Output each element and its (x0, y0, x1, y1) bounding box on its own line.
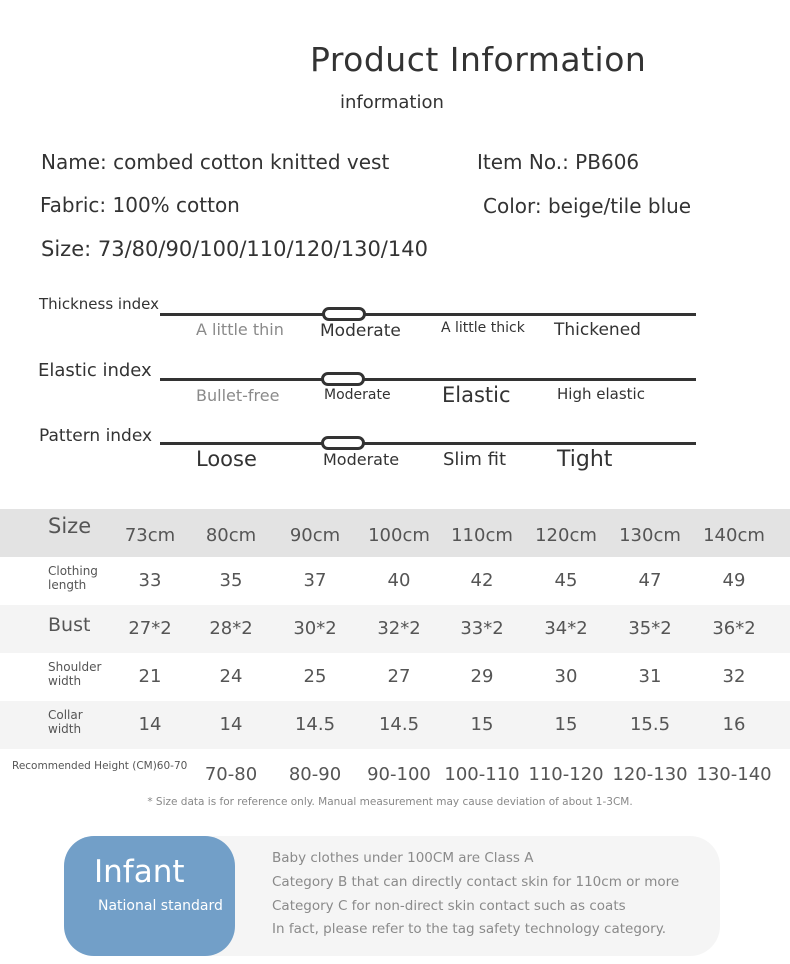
table-cell: 36*2 (712, 618, 756, 639)
size-header-cell: 90cm (289, 525, 341, 546)
elastic-option: High elastic (557, 385, 645, 403)
table-cell: 120-130 (612, 764, 688, 785)
size-header-cell: 73cm (124, 525, 176, 546)
table-cell: 37 (303, 570, 327, 591)
table-cell: 15.5 (629, 714, 671, 735)
elastic-option-selected: Moderate (324, 387, 391, 403)
table-cell: 21 (138, 666, 162, 687)
item-number: Item No.: PB606 (477, 150, 640, 174)
table-cell: 14.5 (294, 714, 336, 735)
thickness-index-label: Thickness index (39, 295, 159, 313)
size-table (0, 509, 790, 797)
table-header-label: Size (48, 514, 92, 538)
product-name: Name: combed cotton knitted vest (41, 150, 390, 174)
standard-line: Baby clothes under 100CM are Class A (272, 850, 534, 866)
pattern-option: Loose (196, 447, 257, 471)
table-cell: 34*2 (544, 618, 588, 639)
page-title: Product Information (310, 40, 647, 79)
table-row (0, 749, 790, 797)
table-cell: 33 (138, 570, 162, 591)
page-subtitle: information (340, 92, 444, 113)
table-cell: 16 (722, 714, 746, 735)
table-cell: 14 (219, 714, 243, 735)
thickness-selected-marker (322, 307, 366, 321)
table-cell: 100-110 (444, 764, 520, 785)
table-cell: 31 (638, 666, 662, 687)
table-cell: 47 (638, 570, 662, 591)
row-label: Shoulder width (48, 660, 102, 688)
table-cell: 42 (470, 570, 494, 591)
table-cell: 35 (219, 570, 243, 591)
elastic-option: Elastic (442, 383, 511, 407)
standard-badge-subtitle: National standard (98, 898, 223, 914)
table-cell: 32*2 (377, 618, 421, 639)
table-cell: 28*2 (209, 618, 253, 639)
table-cell: 80-90 (288, 764, 342, 785)
thickness-option: A little thick (441, 320, 525, 336)
table-cell: 70-80 (204, 764, 258, 785)
table-cell: 14.5 (378, 714, 420, 735)
size-header-cell: 140cm (703, 525, 765, 546)
standard-line: Category B that can directly contact skin for 110cm or more (272, 874, 680, 890)
table-row (0, 653, 790, 701)
row-label: Bust (48, 614, 91, 636)
size-header-cell: 80cm (205, 525, 257, 546)
color: Color: beige/tile blue (483, 194, 692, 218)
table-cell: 29 (470, 666, 494, 687)
size-header-cell: 120cm (535, 525, 597, 546)
thickness-scale-line (160, 313, 696, 316)
row-label: Clothing length (48, 564, 98, 592)
size-list: Size: 73/80/90/100/110/120/130/140 (41, 237, 428, 261)
row-label: Collar width (48, 708, 83, 736)
table-row (0, 701, 790, 749)
table-cell: 33*2 (460, 618, 504, 639)
table-cell: 110-120 (528, 764, 604, 785)
table-cell: 15 (470, 714, 494, 735)
size-header-cell: 110cm (451, 525, 513, 546)
fabric: Fabric: 100% cotton (40, 193, 240, 217)
table-cell: 45 (554, 570, 578, 591)
elastic-scale-line (160, 378, 696, 381)
size-header-cell: 130cm (619, 525, 681, 546)
table-cell: 24 (219, 666, 243, 687)
table-row (0, 557, 790, 605)
standard-badge-title: Infant (94, 854, 185, 890)
table-cell: 32 (722, 666, 746, 687)
table-cell: 30 (554, 666, 578, 687)
table-cell: 40 (387, 570, 411, 591)
table-cell: 27 (387, 666, 411, 687)
table-cell: 27*2 (128, 618, 172, 639)
table-cell: 49 (722, 570, 746, 591)
pattern-option: Slim fit (443, 449, 507, 470)
thickness-option-selected: Moderate (320, 321, 401, 341)
size-header-cell: 100cm (368, 525, 430, 546)
elastic-index-label: Elastic index (38, 360, 152, 381)
standard-line: In fact, please refer to the tag safety technology category. (272, 921, 667, 937)
thickness-option: Thickened (554, 320, 641, 340)
table-cell: 130-140 (696, 764, 772, 785)
standard-line: Category C for non-direct skin contact such as coats (272, 898, 626, 914)
pattern-selected-marker (321, 436, 365, 450)
pattern-option: Tight (557, 447, 613, 472)
size-note: * Size data is for reference only. Manual measurement may cause deviation of about 1-3CM. (147, 796, 633, 808)
table-header-row (0, 509, 790, 557)
table-cell: 30*2 (293, 618, 337, 639)
table-cell: 25 (303, 666, 327, 687)
row-label: Recommended Height (CM)60-70 (12, 760, 188, 772)
elastic-option: Bullet-free (196, 386, 280, 405)
thickness-option: A little thin (196, 320, 284, 339)
elastic-selected-marker (321, 372, 365, 386)
pattern-option-selected: Moderate (323, 450, 400, 469)
table-cell: 35*2 (628, 618, 672, 639)
table-cell: 14 (138, 714, 162, 735)
pattern-index-label: Pattern index (39, 426, 153, 446)
pattern-scale-line (160, 442, 696, 445)
table-cell: 15 (554, 714, 578, 735)
table-cell: 90-100 (367, 764, 431, 785)
table-row (0, 605, 790, 653)
